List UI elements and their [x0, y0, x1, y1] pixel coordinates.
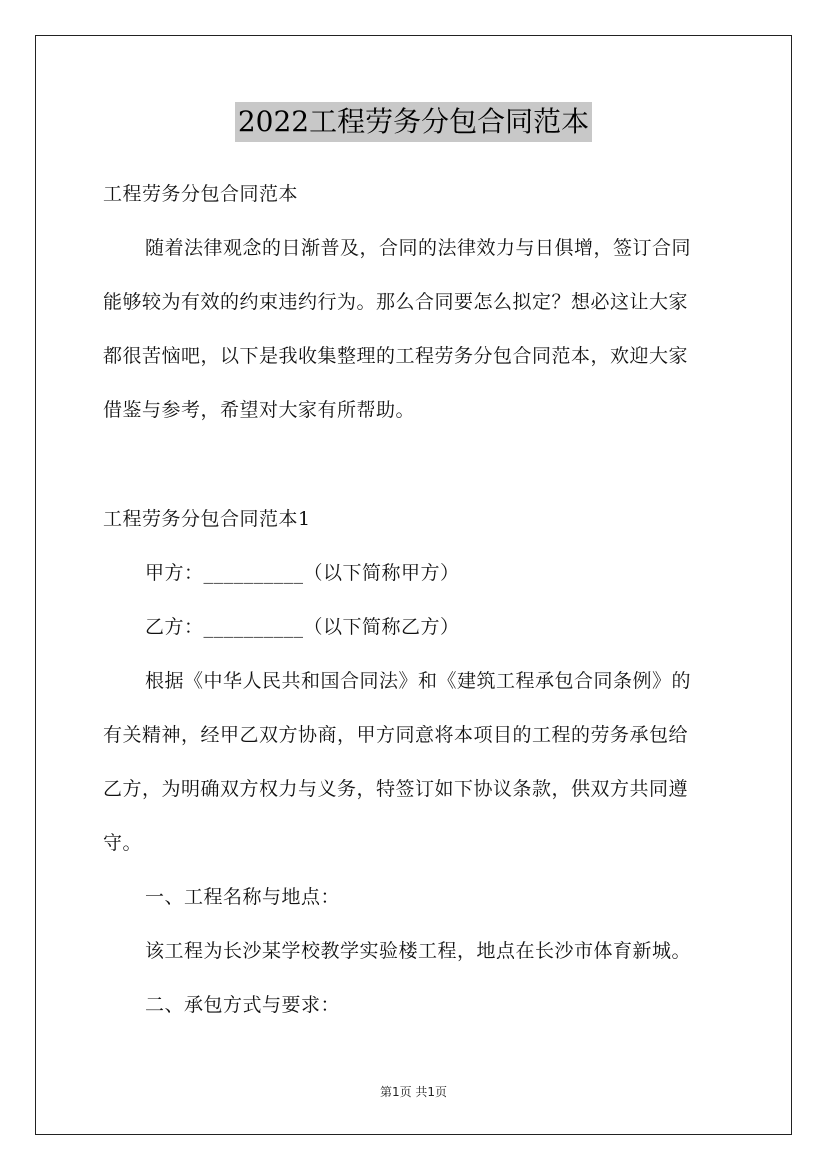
clause-1-text: 该工程为长沙某学校教学实验楼工程，地点在长沙市体育新城。 [145, 940, 692, 962]
intro-line: 都很苦恼吧，以下是我收集整理的工程劳务分包合同范本，欢迎大家 [103, 345, 689, 367]
intro-line: 随着法律观念的日渐普及，合同的法律效力与日俱增，签订合同 [145, 237, 692, 259]
basis-line: 根据《中华人民共和国合同法》和《建筑工程承包合同条例》的 [145, 670, 692, 692]
section-title: 工程劳务分包合同范本1 [103, 508, 311, 530]
party-a-line: 甲方：__________（以下简称甲方） [145, 562, 460, 584]
intro-line: 能够较为有效的约束违约行为。那么合同要怎么拟定？想必这让大家 [103, 291, 689, 313]
intro-line: 借鉴与参考，希望对大家有所帮助。 [103, 399, 416, 421]
clause-2-heading: 二、承包方式与要求： [145, 994, 341, 1016]
page-footer: 第1页 共1页 [379, 1085, 448, 1099]
document-title: 2022工程劳务分包合同范本 [235, 102, 592, 142]
basis-line: 乙方，为明确双方权力与义务，特签订如下协议条款，供双方共同遵 [103, 778, 689, 800]
basis-line: 守。 [103, 832, 143, 854]
basis-line: 有关精神，经甲乙双方协商，甲方同意将本项目的工程的劳务承包给 [103, 724, 689, 746]
document-subtitle: 工程劳务分包合同范本 [103, 183, 299, 205]
clause-1-heading: 一、工程名称与地点： [145, 886, 341, 908]
party-b-line: 乙方：__________（以下简称乙方） [145, 616, 460, 638]
title-container [0, 102, 827, 142]
